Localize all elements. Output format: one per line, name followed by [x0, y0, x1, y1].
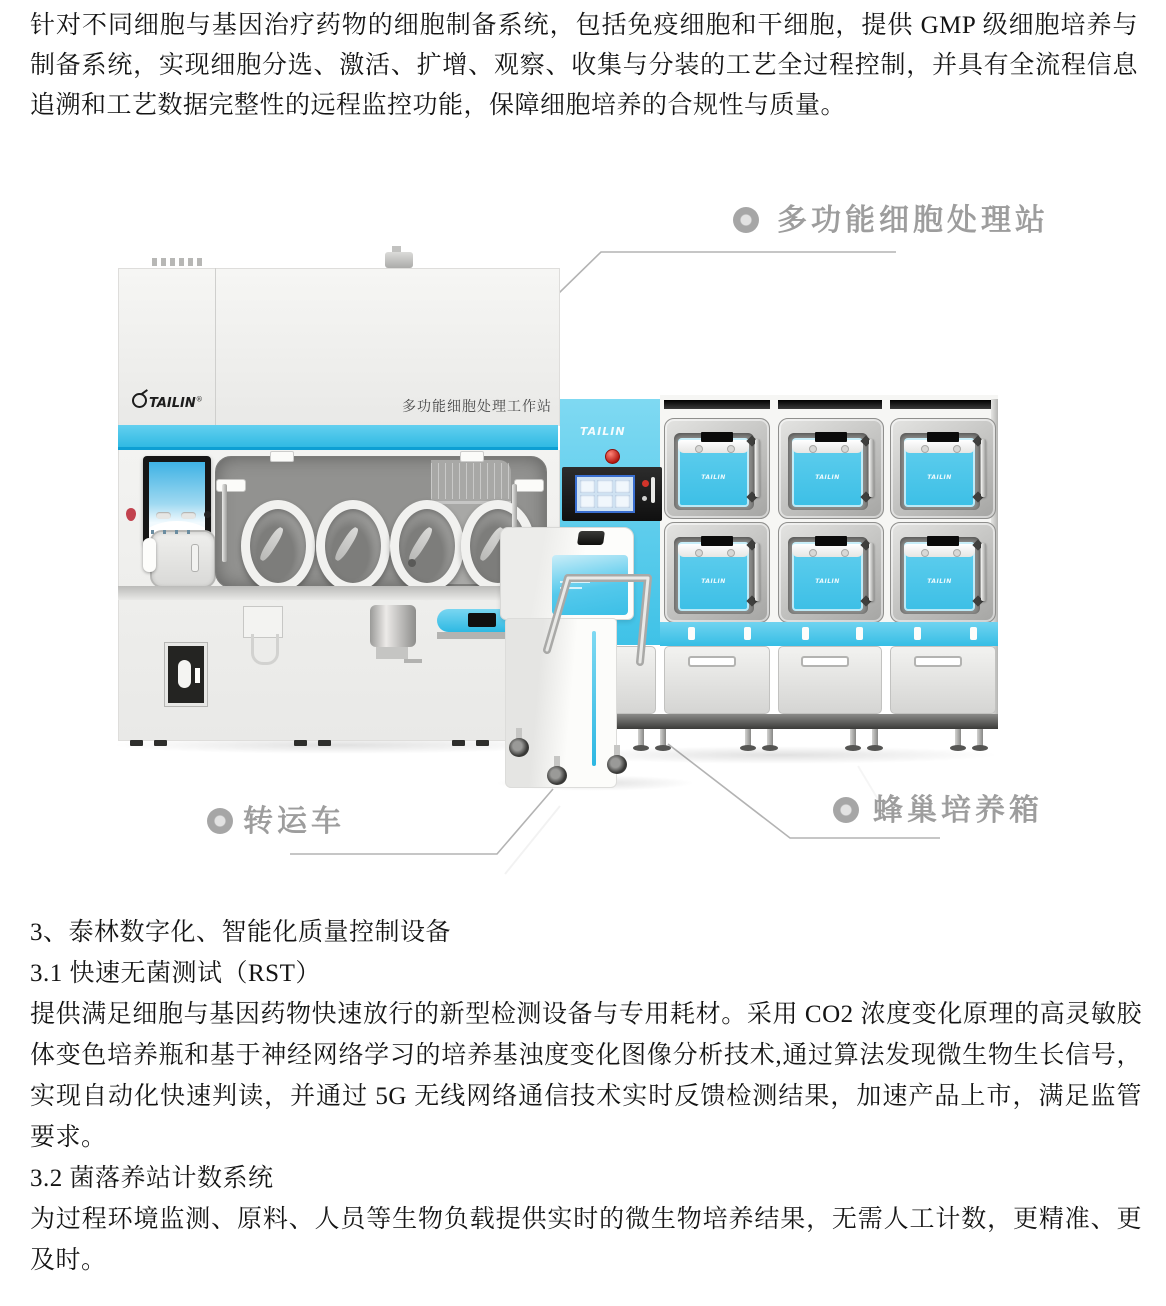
bullet-icon	[733, 207, 759, 233]
hatch-handle	[178, 660, 191, 688]
cyan-slot-strip	[660, 622, 998, 646]
canister-pipe	[404, 659, 422, 663]
caster-wheel	[606, 745, 628, 775]
window-hinge	[222, 484, 227, 562]
chamber-display	[815, 432, 847, 442]
lower-hatch	[165, 643, 207, 706]
glove-port	[390, 500, 464, 592]
readout-screen	[575, 475, 635, 513]
subsection-3-2-heading: 3.2 菌落养站计数系统	[30, 1165, 274, 1192]
chamber-door	[904, 542, 975, 611]
strip-slot	[744, 627, 751, 640]
product-illustration	[0, 170, 1166, 910]
door-knob	[953, 445, 961, 453]
tailin-logo: TAILIN	[580, 425, 626, 438]
door-knob	[727, 549, 735, 557]
tube-loop	[251, 634, 279, 665]
glove-port	[316, 500, 390, 592]
workstation-illustration	[118, 268, 558, 746]
top-vents	[152, 258, 206, 266]
intro-paragraph: 针对不同细胞与基因治疗药物的细胞制备系统，包括免疫细胞和干细胞，提供 GMP 级细胞培养与制备系统，实现细胞分选、激活、扩增、观察、收集与分装的工艺全过程控制，并具有全流程信息追溯和工艺数据完整性的远程监控功能，保障细胞培养的合规性与质量。	[30, 12, 1138, 119]
incubator-control-panel	[562, 467, 662, 521]
leveling-foot	[872, 729, 878, 746]
readout-cell	[597, 495, 612, 508]
transfer-cart-illustration	[498, 525, 693, 787]
door-knob	[695, 549, 703, 557]
bullet-icon	[833, 797, 859, 823]
machine-foot	[294, 740, 307, 746]
port-slot	[191, 544, 199, 572]
door-handle	[755, 439, 760, 497]
incubator-chamber	[890, 522, 996, 623]
workstation-panel-title: 多功能细胞处理工作站	[402, 399, 552, 415]
machine-foot	[130, 740, 143, 746]
strip-slot	[970, 627, 977, 640]
section-heading: 3、泰林数字化、智能化质量控制设备	[30, 919, 452, 946]
door-knob	[921, 549, 929, 557]
leveling-foot	[977, 729, 983, 746]
chamber-display	[927, 432, 959, 442]
chamber-door	[792, 438, 863, 507]
panel-button	[156, 512, 171, 519]
leveling-foot	[767, 729, 773, 746]
caster-wheel	[508, 728, 530, 758]
panel-button	[181, 512, 196, 519]
lower-drawer	[778, 646, 882, 714]
door-handle	[869, 439, 874, 497]
chamber-display	[701, 432, 733, 442]
work-surface	[118, 586, 558, 600]
chamber-display	[815, 536, 847, 546]
door-knob	[841, 445, 849, 453]
incubator-chamber	[890, 418, 996, 519]
readout-cell	[580, 480, 595, 493]
drawer-handle	[914, 656, 962, 667]
strip-slot	[914, 627, 921, 640]
cyan-accent-band	[118, 425, 558, 450]
window-latch	[216, 479, 246, 492]
interior-shelf	[431, 463, 509, 499]
chamber-door	[678, 438, 749, 507]
top-strip	[778, 400, 882, 409]
chamber-door	[904, 438, 975, 507]
subsection-3-1-body: 提供满足细胞与基因药物快速放行的新型检测设备与专用耗材。采用 CO2 浓度变化原理的高灵敏胶体变色培养瓶和基于神经网络学习的培养基浊度变化图像分析技术,通过算法发现微生物生长信号，实现自动化快速判读，并通过 5G 无线网络通信技术实时反馈检测结果，加速产品上市，满足监管要求。	[30, 1001, 1142, 1151]
incubator-chamber	[778, 522, 884, 623]
machine-foot	[452, 740, 465, 746]
readout-cell	[597, 480, 612, 493]
touchscreen-display	[149, 462, 205, 538]
incubator-chamber	[778, 418, 884, 519]
panel-knob	[642, 496, 647, 501]
callout-label-incubator: 蜂巢培养箱	[873, 793, 1043, 828]
canister	[370, 605, 416, 647]
strip-slot	[856, 627, 863, 640]
bullet-icon	[207, 808, 233, 834]
port-handle	[143, 538, 156, 572]
lower-drawer	[890, 646, 996, 714]
machine-foot	[476, 740, 489, 746]
chamber-display	[927, 536, 959, 546]
door-brand: TAILIN	[927, 578, 952, 585]
door-handle	[755, 543, 760, 601]
strip-slot	[802, 627, 809, 640]
panel-red-button	[642, 480, 649, 487]
door-brand: TAILIN	[927, 474, 952, 481]
caster-wheel	[546, 756, 568, 786]
incubator-chamber	[664, 418, 770, 519]
machine-foot	[318, 740, 331, 746]
door-brand: TAILIN	[815, 578, 840, 585]
drawer-handle	[801, 656, 849, 667]
door-knob	[921, 445, 929, 453]
hatch-latch	[195, 668, 200, 683]
top-strip	[890, 400, 996, 409]
door-handle	[869, 543, 874, 601]
door-brand: TAILIN	[701, 578, 726, 585]
touchscreen-icons	[151, 530, 193, 534]
door-brand: TAILIN	[701, 474, 726, 481]
window-clamp	[460, 451, 484, 462]
leveling-foot	[850, 729, 856, 746]
window-latch	[514, 479, 544, 492]
tailin-logo-icon	[132, 393, 147, 408]
canister-base	[376, 647, 408, 659]
pass-through-port	[150, 530, 216, 588]
callout-label-cart: 转运车	[243, 804, 345, 839]
section-3	[30, 912, 1142, 1281]
door-knob	[953, 549, 961, 557]
power-button	[204, 511, 211, 518]
door-knob	[809, 445, 817, 453]
door-knob	[841, 549, 849, 557]
callout-label-station: 多功能细胞处理站	[777, 203, 1049, 238]
interior-knob	[408, 559, 416, 567]
door-handle	[981, 439, 986, 497]
drawer-handle	[688, 656, 736, 667]
top-fitting	[385, 252, 413, 268]
door-knob	[809, 549, 817, 557]
door-knob	[695, 445, 703, 453]
window-clamp	[270, 451, 294, 462]
control-pod-display	[468, 613, 496, 627]
readout-cell	[580, 495, 595, 508]
door-knob	[727, 445, 735, 453]
leveling-foot	[955, 729, 961, 746]
emergency-button	[605, 449, 620, 464]
top-strip	[664, 400, 770, 409]
glove-port	[241, 500, 315, 592]
readout-cell	[615, 495, 630, 508]
door-brand: TAILIN	[815, 474, 840, 481]
panel-seam	[215, 268, 216, 425]
chamber-door	[792, 542, 863, 611]
leveling-foot	[745, 729, 751, 746]
subsection-3-2-body: 为过程环境监测、原料、人员等生物负载提供实时的微生物培养结果，无需人工计数，更精准、更及时。	[30, 1206, 1142, 1274]
readout-cell	[615, 480, 630, 493]
machine-foot	[154, 740, 167, 746]
door-handle	[981, 543, 986, 601]
panel-slot	[651, 477, 655, 503]
tailin-logo: TAILIN®	[132, 392, 203, 411]
chamber-display	[701, 536, 733, 546]
subsection-3-1-heading: 3.1 快速无菌测试（RST）	[30, 960, 321, 987]
